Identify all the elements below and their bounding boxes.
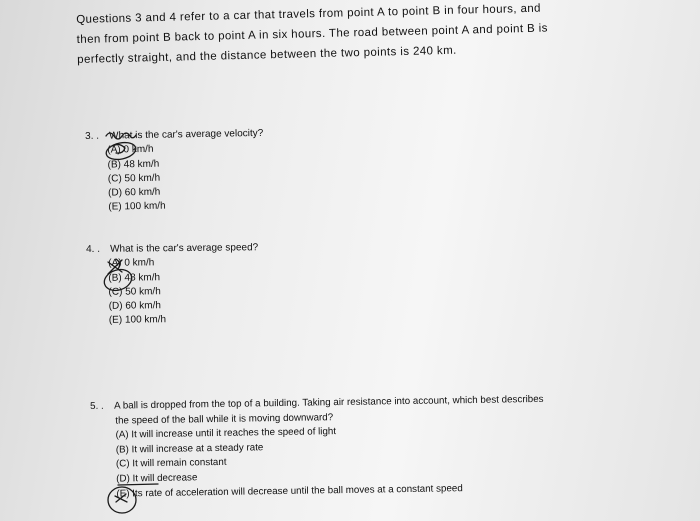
question-3-number: 3. . xyxy=(85,130,100,142)
question-4-option-e: (E) 100 km/h xyxy=(108,314,167,327)
question-3 xyxy=(85,127,265,216)
question-4-option-b: (B) 48 km/h xyxy=(108,271,161,284)
question-5-option-d: (D) It will decrease xyxy=(116,472,198,485)
question-3-option-c: (C) 50 km/h xyxy=(107,172,161,185)
question-5 xyxy=(90,393,545,502)
intro-line-2: then from point B back to point A in six hours. The road between point A and point B is xyxy=(76,22,548,46)
question-3-option-d: (D) 60 km/h xyxy=(108,186,161,199)
question-4-number: 4. . xyxy=(86,243,101,255)
question-5-option-b: (B) It will increase at a steady rate xyxy=(115,442,264,456)
question-4-option-c: (C) 50 km/h xyxy=(108,286,161,298)
question-5-stem-line-2: the speed of the ball while it is moving downward? xyxy=(115,411,334,427)
question-5-option-e: (E) Its rate of acceleration will decrease until the ball moves at a constant speed xyxy=(116,482,463,500)
question-3-option-a: (A) 0 km/h xyxy=(107,144,154,156)
question-5-number: 5. . xyxy=(90,400,104,412)
intro-line-3: perfectly straight, and the distance between the two points is 240 km. xyxy=(77,44,457,66)
question-3-option-e: (E) 100 km/h xyxy=(108,201,166,214)
question-5-option-c: (C) It will remain constant xyxy=(115,457,227,470)
question-5-text-1: A ball is dropped from the top of a building. Taking air resistance into account, which best describes xyxy=(114,393,544,412)
question-4-text: What is the car's average speed? xyxy=(110,242,259,255)
question-4-stem xyxy=(86,241,258,257)
question-3-text: What is the car's average velocity? xyxy=(109,127,264,142)
question-3-option-b: (B) 48 km/h xyxy=(107,158,160,171)
question-5-option-a: (A) It will increase until it reaches the speed of light xyxy=(115,426,337,441)
question-4-option-a: (A) 0 km/h xyxy=(108,257,155,270)
problem-intro xyxy=(76,0,677,70)
question-4 xyxy=(86,241,259,329)
intro-line-1: Questions 3 and 4 refer to a car that travels from point A to point B in four hours, and xyxy=(76,2,542,26)
question-4-option-d: (D) 60 km/h xyxy=(108,300,161,312)
